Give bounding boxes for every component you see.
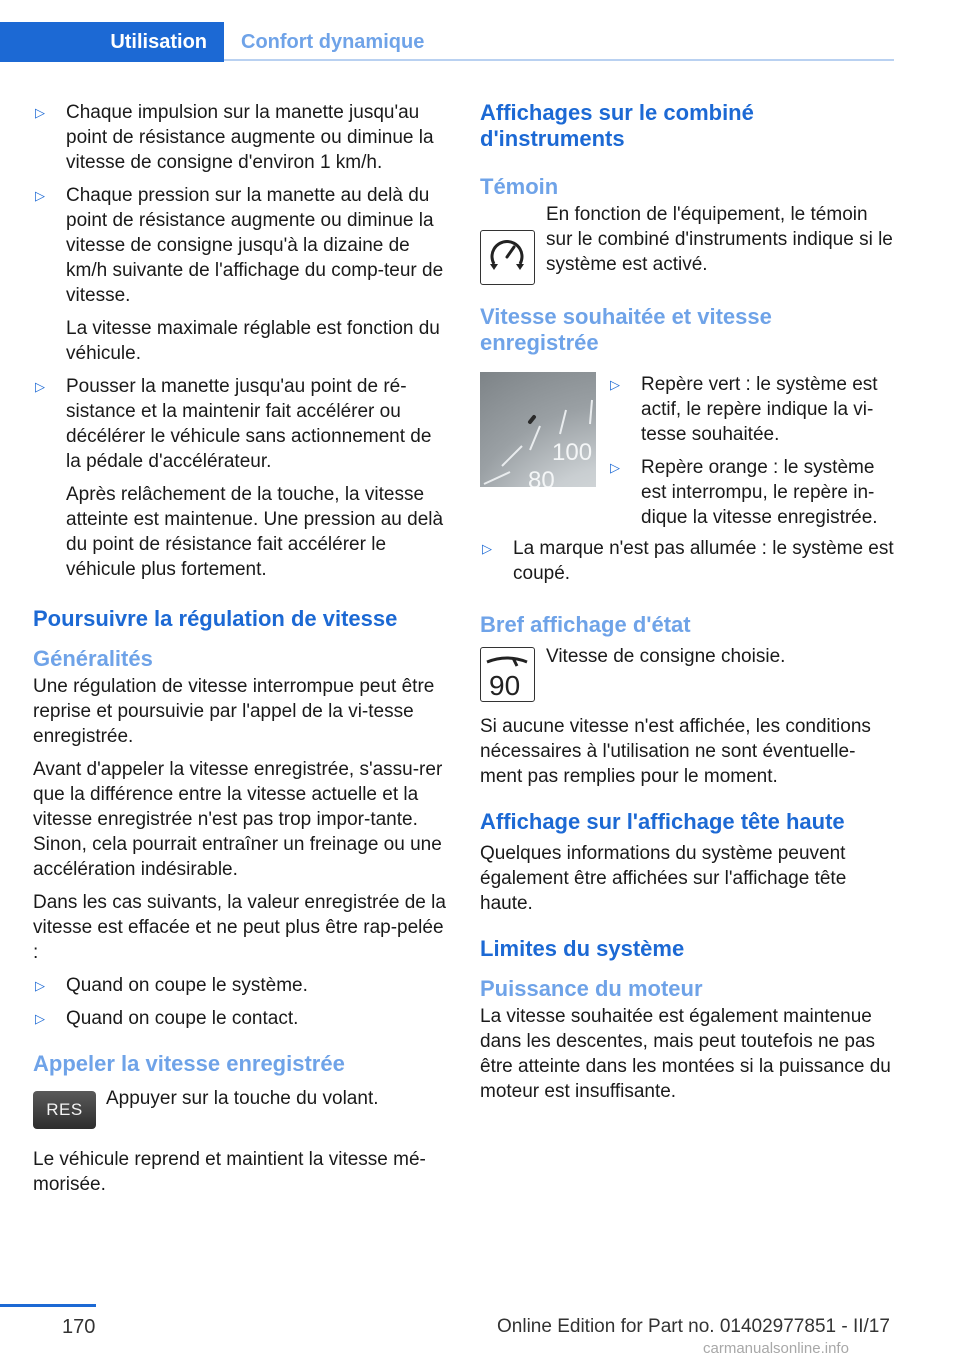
list-item-text: Repère vert : le système est actif, le repère indique la vi‐tesse souhaitée.	[641, 374, 878, 445]
gauge-label-100: 100	[552, 439, 593, 466]
paragraph: Une régulation de vitesse interrompue peut être reprise et poursuivie par l'appel de la vi‐tesse enregistrée.	[33, 676, 435, 747]
adjust-speed-list	[33, 100, 448, 582]
right-column	[480, 100, 894, 1112]
temoin-row	[480, 202, 894, 282]
paragraph: Quelques informations du système peuvent également être affichées sur l'affichage tête haute.	[480, 843, 847, 914]
bullet-arrow-icon: ▷	[35, 1011, 45, 1026]
list-item-note: La vitesse maximale réglable est fonction du véhicule.	[66, 318, 440, 364]
list-item	[608, 372, 894, 447]
list-item-text: Quand on coupe le système.	[66, 975, 308, 996]
temoin-description: En fonction de l'équipement, le témoin sur le combiné d'instruments indique si le système est activé.	[546, 204, 893, 275]
paragraph: Le véhicule reprend et maintient la vitesse mé‐morisée.	[33, 1149, 426, 1195]
gauge-marker-list	[608, 372, 894, 530]
heading-poursuivre: Poursuivre la régulation de vitesse	[33, 606, 398, 631]
heading-puissance: Puissance du moteur	[480, 976, 703, 1001]
bullet-arrow-icon: ▷	[610, 460, 620, 475]
paragraph: Dans les cas suivants, la valeur enregistrée de la vitesse est effacée et ne peut plus être rap‐pelée :	[33, 892, 446, 963]
heading-affichages: Affichages sur le combiné d'instruments	[480, 100, 754, 151]
list-item	[480, 536, 894, 586]
bullet-arrow-icon: ▷	[35, 379, 45, 394]
marker-off-list	[480, 536, 894, 586]
gauge-label-80: 80	[528, 467, 555, 487]
list-item-text: Chaque pression sur la manette au delà du point de résistance augmente ou diminue la vitesse de consigne jusqu'à la dizaine de km/h suivante de l'affichage du comp‐teur de vitesse.	[66, 185, 444, 306]
set-speed-value: 90	[489, 670, 521, 700]
paragraph: La vitesse souhaitée est également maintenue dans les descentes, mais peut toutefois ne pas être atteinte dans les montées si la puissance du moteur est insuffisante.	[480, 1006, 891, 1102]
list-item	[33, 1006, 448, 1031]
tab-utilisation[interactable]: Utilisation	[0, 22, 224, 62]
page-number: 170	[62, 1316, 96, 1338]
bullet-arrow-icon: ▷	[35, 188, 45, 203]
res-row	[33, 1085, 448, 1139]
erase-conditions-list	[33, 973, 448, 1031]
heading-limites: Limites du système	[480, 936, 685, 961]
gauge-row	[480, 372, 894, 530]
heading-appeler: Appeler la vitesse enregistrée	[33, 1051, 345, 1076]
edition-info: Online Edition for Part no. 01402977851 - II/17	[497, 1316, 890, 1337]
list-item-text: Pousser la manette jusqu'au point de ré‐sistance et la maintenir fait accélérer ou décélérer le véhicule sans actionnement de la pédale d'accélérateur.	[66, 376, 432, 472]
list-item-text: Chaque impulsion sur la manette jusqu'au point de résistance augmente ou diminue la vitesse de consigne d'environ 1 km/h.	[66, 102, 434, 173]
bullet-arrow-icon: ▷	[35, 978, 45, 993]
heading-vitesse: Vitesse souhaitée et vitesse enregistrée	[480, 304, 772, 355]
page-header	[0, 0, 960, 64]
heading-tete-haute: Affichage sur l'affichage tête haute	[480, 809, 845, 834]
paragraph: Avant d'appeler la vitesse enregistrée, s'assu‐rer que la différence entre la vitesse actuelle et la vitesse enregistrée n'est pas trop impor‐tante. Sinon, cela pourrait entraîner un freinage ou une accélération indésirable.	[33, 759, 443, 880]
left-column	[33, 100, 448, 1205]
list-item	[33, 100, 448, 175]
list-item	[33, 973, 448, 998]
heading-temoin: Témoin	[480, 174, 559, 199]
bref-description: Vitesse de consigne choisie.	[546, 646, 786, 667]
set-speed-display-icon	[480, 647, 535, 702]
bullet-arrow-icon: ▷	[35, 105, 45, 120]
speedometer-image	[480, 372, 596, 487]
list-item-text: Quand on coupe le contact.	[66, 1008, 299, 1029]
bullet-arrow-icon: ▷	[482, 541, 492, 556]
heading-generalites: Généralités	[33, 646, 153, 671]
heading-bref: Bref affichage d'état	[480, 612, 691, 637]
header-divider	[224, 59, 894, 61]
footer-rule	[0, 1304, 96, 1307]
list-item-text: Repère orange : le système est interrompu, le repère in‐dique la vitesse enregistrée.	[641, 457, 878, 528]
list-item	[608, 455, 894, 530]
watermark: carmanualsonline.info	[703, 1340, 849, 1357]
bref-row	[480, 644, 894, 704]
bullet-arrow-icon: ▷	[610, 377, 620, 392]
list-item	[33, 374, 448, 582]
cruise-control-indicator-icon	[480, 230, 535, 285]
paragraph: Si aucune vitesse n'est affichée, les conditions nécessaires à l'utilisation ne sont éventuelle‐ment pas remplies pour le moment.	[480, 716, 871, 787]
res-button-icon: RES	[33, 1091, 96, 1129]
list-item-note: Après relâchement de la touche, la vitesse atteinte est maintenue. Une pression au delà du point de résistance fait accélérer le véhicule plus fortement.	[66, 484, 444, 580]
res-instruction: Appuyer sur la touche du volant.	[106, 1088, 379, 1109]
tab-confort-dynamique[interactable]: Confort dynamique	[241, 31, 425, 53]
list-item	[33, 183, 448, 366]
list-item-text: La marque n'est pas allumée : le système est coupé.	[513, 538, 894, 584]
